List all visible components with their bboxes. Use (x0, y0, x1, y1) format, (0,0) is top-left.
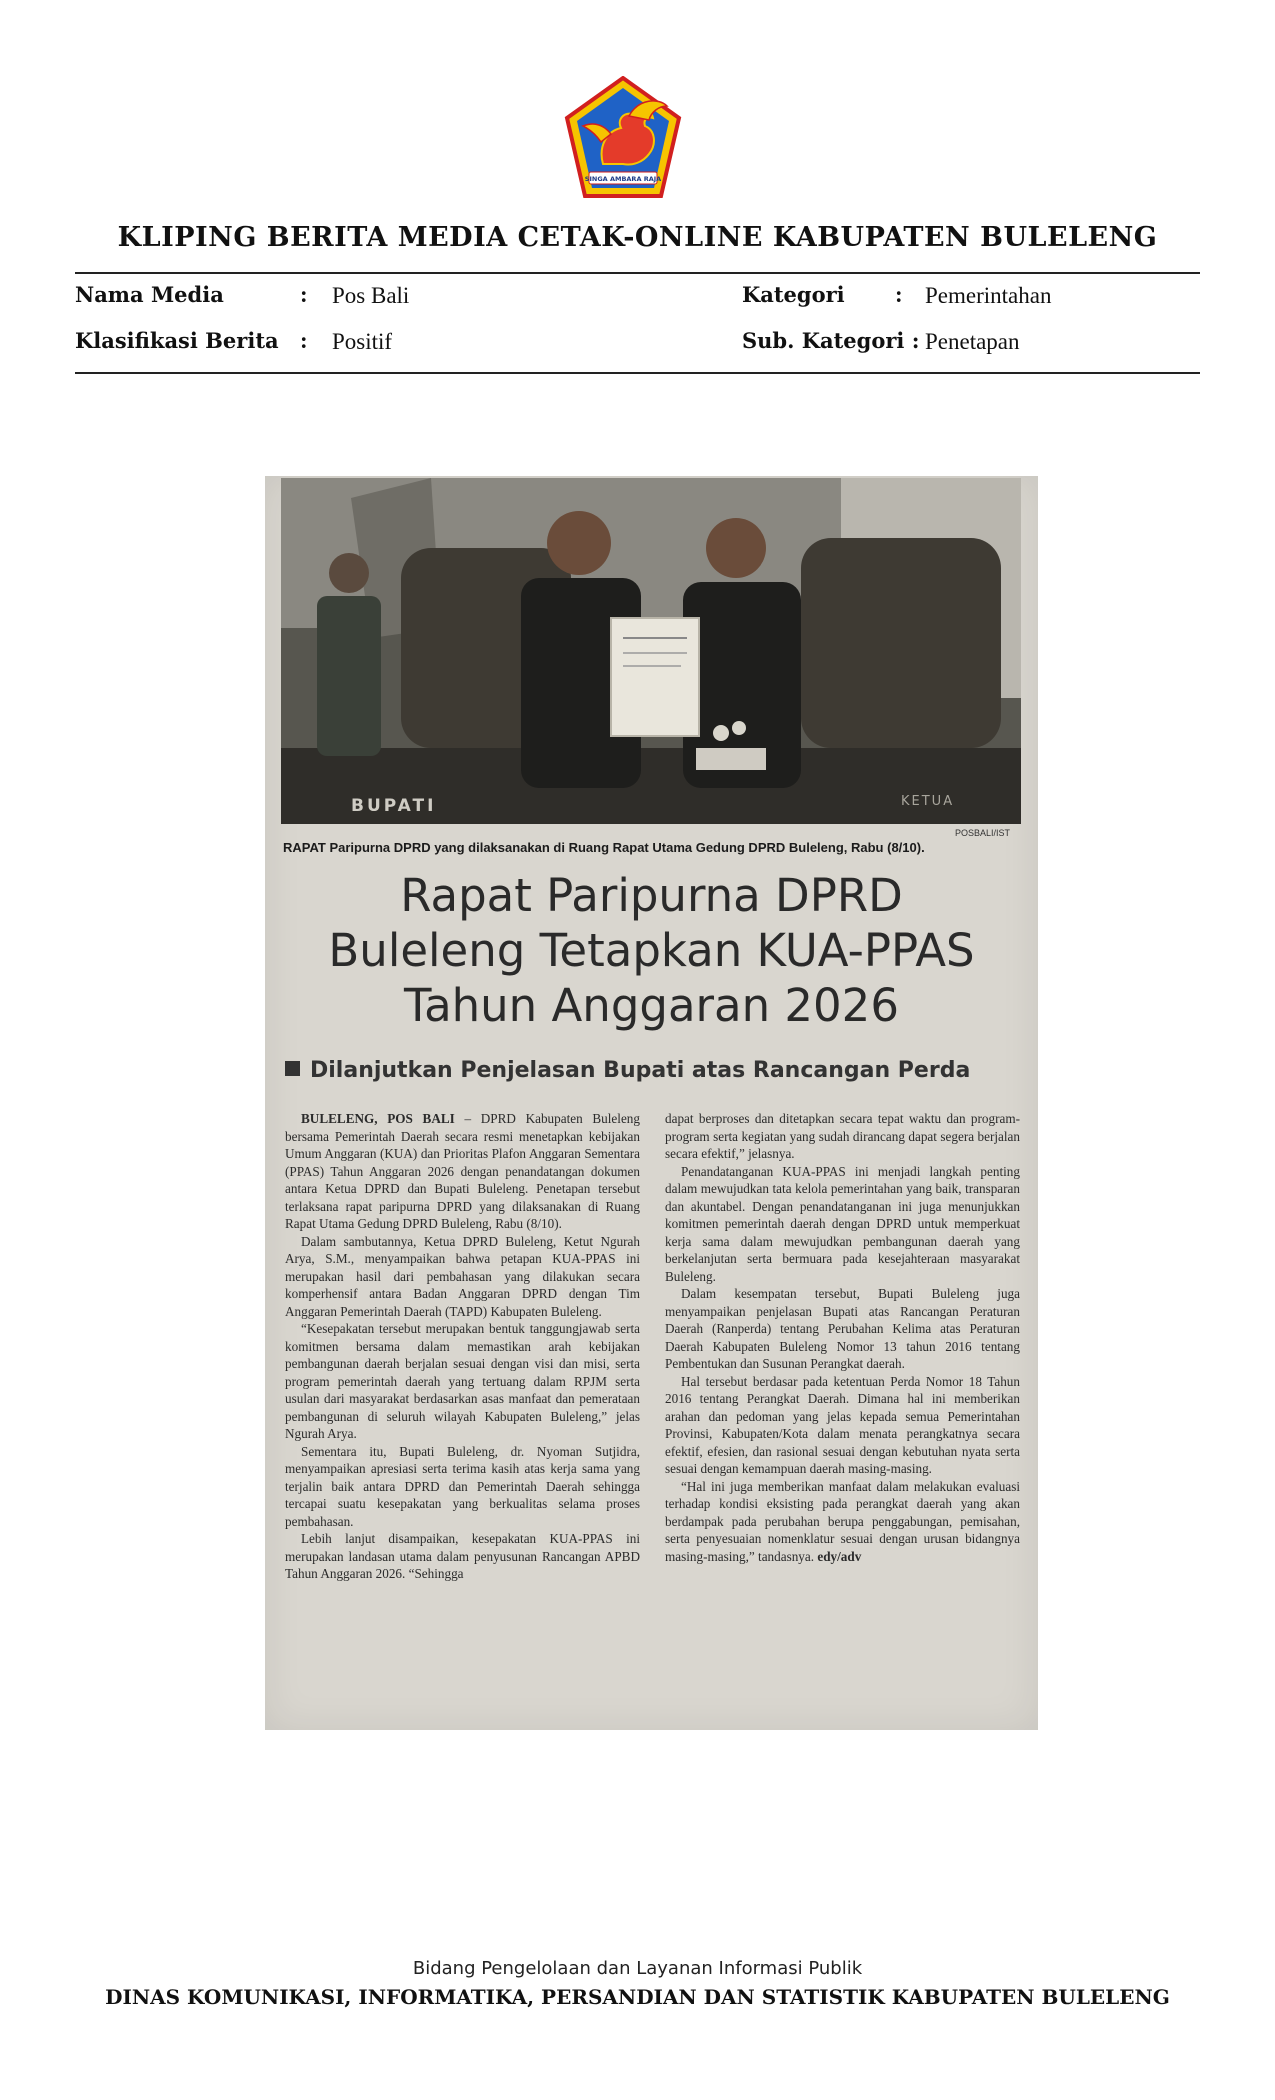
header-divider-bottom (75, 372, 1200, 374)
kategori-colon: : (895, 282, 903, 307)
klasifikasi-berita-colon: : (300, 328, 308, 353)
photo-sign-bupati: BUPATI (351, 796, 437, 816)
newspaper-clipping (265, 476, 1038, 1730)
nama-media-colon: : (300, 282, 308, 307)
article-photo (281, 478, 1021, 824)
nama-media-value: Pos Bali (332, 283, 410, 308)
klasifikasi-berita-value: Positif (332, 329, 393, 354)
klasifikasi-berita-label: Klasifikasi Berita (75, 328, 279, 353)
article-column-1 (285, 1110, 640, 1583)
nama-media-label: Nama Media (75, 282, 224, 307)
col1-paragraph-5: Lebih lanjut disampaikan, kesepakatan KUA-PPAS ini merupakan landasan utama dalam penyusunan Rancangan APBD Tahun Anggaran 2026. “Sehingga (285, 1531, 640, 1581)
col1-paragraph-2: Dalam sambutannya, Ketua DPRD Buleleng, Ketut Ngurah Arya, S.M., menyampaikan bahwa petapan KUA-PPAS ini merupakan hasil dari pembahasan yang dilakukan secara komperhensif antara Badan Anggaran DPRD dengan Tim Anggaran Pemerintah Daerah (TAPD) Kabupaten Buleleng. (285, 1233, 640, 1319)
col2-paragraph-2: Penandatanganan KUA-PPAS ini menjadi langkah penting dalam mewujudkan tata kelola pemerintahan yang baik, transparan dan akuntabel. Dengan penandatanganan ini juga menunjukkan komitmen pemerintah daerah dengan DPRD untuk memperkuat kerja sama dalam mewujudkan pembangunan daerah yang berkelanjutan serta bermuara pada kesejahteraan masyarakat Buleleng. (665, 1163, 1020, 1284)
footer-division: Bidang Pengelolaan dan Layanan Informasi Publik (412, 1958, 863, 1979)
col2-paragraph-4: Hal tersebut berdasar pada ketentuan Perda Nomor 18 Tahun 2016 tentang Perangkat Daerah. Dimana hal ini memberikan arahan dan pedoman yang jelas kepada semua Pemerintahan Provinsi, Kabupaten/Kota dalam menata perangkatnya secara efektif, efesien, dan rasional sesuai dengan kebutuhan nyata serta sesuai dengan kemampuan daerah masing-masing. (665, 1373, 1020, 1476)
article-headline (265, 868, 1038, 1033)
document-title: KLIPING BERITA MEDIA CETAK-ONLINE KABUPATEN BULELENG (117, 222, 1158, 253)
col1-paragraph-4: Sementara itu, Bupati Buleleng, dr. Nyoman Sutjidra, menyampaikan apresiasi serta terima kasih atas kerja sama yang terjalin baik antara DPRD dan Pemerintah Daerah sehingga tercapai suatu kesepakatan yang berkualitas selama proses pembahasan. (285, 1443, 640, 1529)
buleleng-emblem-logo (563, 76, 683, 201)
square-bullet-icon (285, 1061, 300, 1076)
article-dateline: BULELENG, POS BALI (301, 1111, 455, 1126)
col1-paragraph-3: “Kesepakatan tersebut merupakan bentuk tanggungjawab serta komitmen bersama dalam memastikan arah kebijakan pembangunan daerah berjalan sesuai dengan visi dan misi, serta program pemerintah daerah yang tertuang dalam RPJM serta usulan dari masyarakat berdasarkan asas manfaat dan pemerataan pembangunan di seluruh wilayah Kabupaten Buleleng,” jelas Ngurah Arya. (285, 1321, 640, 1441)
col2-paragraph-1: dapat berproses dan ditetapkan secara tepat waktu dan program-program serta kegiatan yang sudah dirancang dapat segera berjalan secara efektif,” jelasnya. (665, 1111, 1020, 1161)
col2-paragraph-3: Dalam kesempatan tersebut, Bupati Buleleng juga menyampaikan penjelasan Bupati atas Rancangan Peraturan Daerah (Ranperda) tentang Perubahan Kelima atas Peraturan Daerah Kabupaten Buleleng Nomor 13 tahun 2016 tentang Pembentukan dan Susunan Perangkat daerah. (665, 1286, 1020, 1371)
kategori-label: Kategori (742, 282, 845, 307)
photo-sign-ketua: KETUA (901, 794, 955, 809)
logo-motto-text: SINGA AMBARA RAJA (584, 175, 662, 183)
article-subheadline (285, 1058, 1025, 1083)
headline-line-3: Tahun Anggaran 2026 (404, 979, 899, 1032)
header-divider-top (75, 272, 1200, 274)
footer-agency: DINAS KOMUNIKASI, INFORMATIKA, PERSANDIAN DAN STATISTIK KABUPATEN BULELENG (105, 1985, 1170, 2009)
sub-kategori-label: Sub. Kategori : (742, 328, 920, 353)
photo-caption: RAPAT Paripurna DPRD yang dilaksanakan di Ruang Rapat Utama Gedung DPRD Buleleng, Rabu (8/10). (283, 840, 925, 855)
sub-kategori-value: Penetapan (925, 329, 1020, 354)
subheadline-text: Dilanjutkan Penjelasan Bupati atas Rancangan Perda (310, 1058, 971, 1083)
col2-paragraph-5: “Hal ini juga memberikan manfaat dalam melakukan evaluasi terhadap kondisi eksisting pada perangkat daerah yang akan berdampak pada perubahan berupa penggabungan, pemisahan, serta penyesuaian nomenklatur sesuai dengan urusan bidangnya masing-masing,” tandasnya. (665, 1478, 1020, 1564)
article-signature: edy/adv (817, 1548, 862, 1564)
kategori-value: Pemerintahan (925, 283, 1052, 308)
article-column-2 (665, 1110, 1020, 1565)
photo-credit: POSBALI/IST (955, 828, 1011, 838)
headline-line-1: Rapat Paripurna DPRD (400, 869, 903, 922)
headline-line-2: Buleleng Tetapkan KUA-PPAS (328, 924, 975, 977)
col1-paragraph-1: – DPRD Kabupaten Buleleng bersama Pemerintah Daerah secara resmi menetapkan kebijakan Umum Anggaran (KUA) dan Prioritas Plafon Anggaran Sementara (PPAS) Tahun Anggaran 2026 dengan penandatangan dokumen antara Ketua DPRD dan Bupati Buleleng. Penetapan tersebut terlaksana rapat paripurna DPRD yang dilaksanakan di Ruang Rapat Utama Gedung DPRD Buleleng, Rabu (8/10). (285, 1111, 640, 1231)
